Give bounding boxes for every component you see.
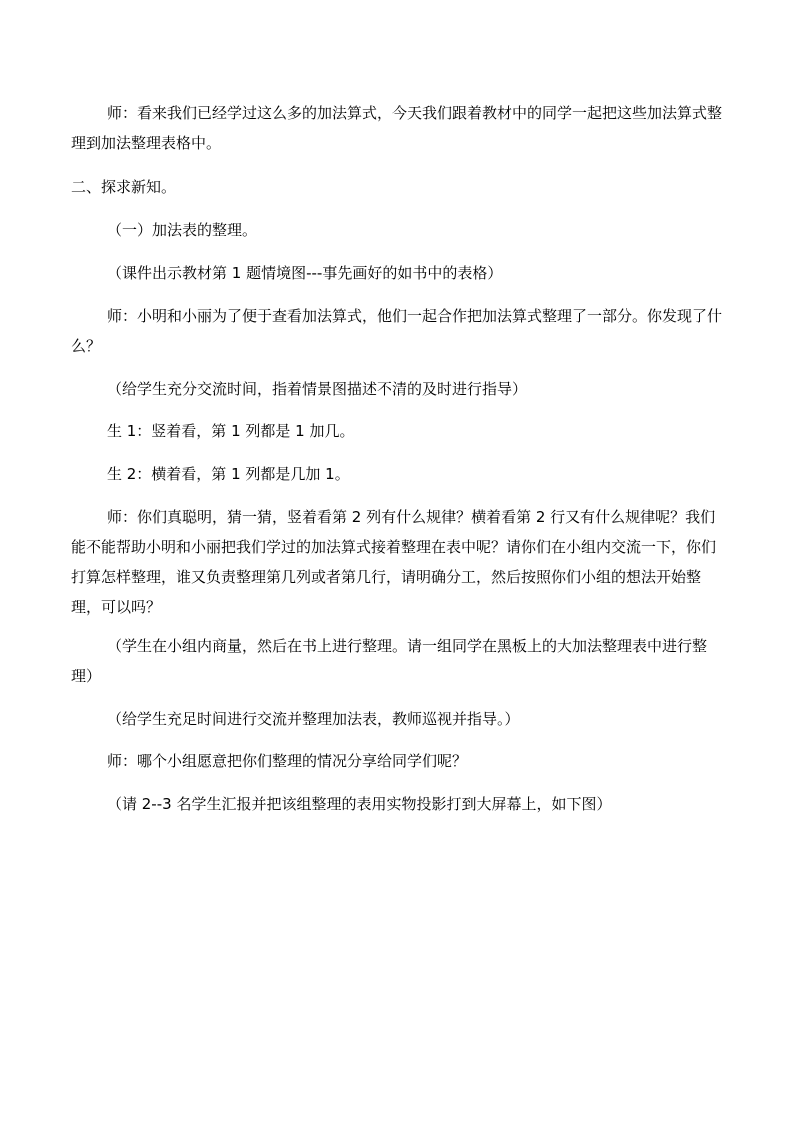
paragraph-student-1: 生 1：竖着看，第 1 列都是 1 加几。 (107, 422, 355, 440)
paragraph-time-note: （给学生充足时间进行交流并整理加法表，教师巡视并指导。） (107, 710, 520, 728)
paragraph-teacher-intro: 师：看来我们已经学过这么多的加法算式，今天我们跟着教材中的同学一起把这些加法算式整理到加法整理表格中。 (71, 104, 723, 152)
paragraph-group-work-note: （学生在小组内商量，然后在书上进行整理。请一组同学在黑板上的大加法整理表中进行整理） (71, 637, 708, 685)
paragraph-teacher-question: 师：小明和小丽为了便于查看加法算式，他们一起合作把加法算式整理了一部分。你发现了什么？ (71, 307, 723, 355)
paragraph-student-2: 生 2：横着看，第 1 列都是几加 1。 (107, 465, 350, 483)
section-heading-explore: 二、探求新知。 (71, 178, 177, 196)
paragraph-teacher-share: 师：哪个小组愿意把你们整理的情况分享给同学们呢？ (107, 752, 468, 770)
subsection-heading-addition-table: （一）加法表的整理。 (107, 221, 258, 239)
paragraph-report-note: （请 2--3 名学生汇报并把该组整理的表用实物投影打到大屏幕上，如下图） (107, 795, 612, 813)
paragraph-teacher-praise: 师：你们真聪明，猜一猜，竖着看第 2 列有什么规律？横着看第 2 行又有什么规律呢？我们能不能帮助小明和小丽把我们学过的加法算式接着整理在表中呢？请你们在小组内交流一下，你们打算怎样整理，谁又负责整理第几列或者第几行，请明确分工，然后按照你们小组的想法开始整理，可以吗？ (71, 508, 717, 616)
paragraph-discussion-note: （给学生充分交流时间，指着情景图描述不清的及时进行指导） (107, 380, 528, 398)
paragraph-courseware-note: （课件出示教材第 1 题情境图---事先画好的如书中的表格） (107, 264, 503, 282)
